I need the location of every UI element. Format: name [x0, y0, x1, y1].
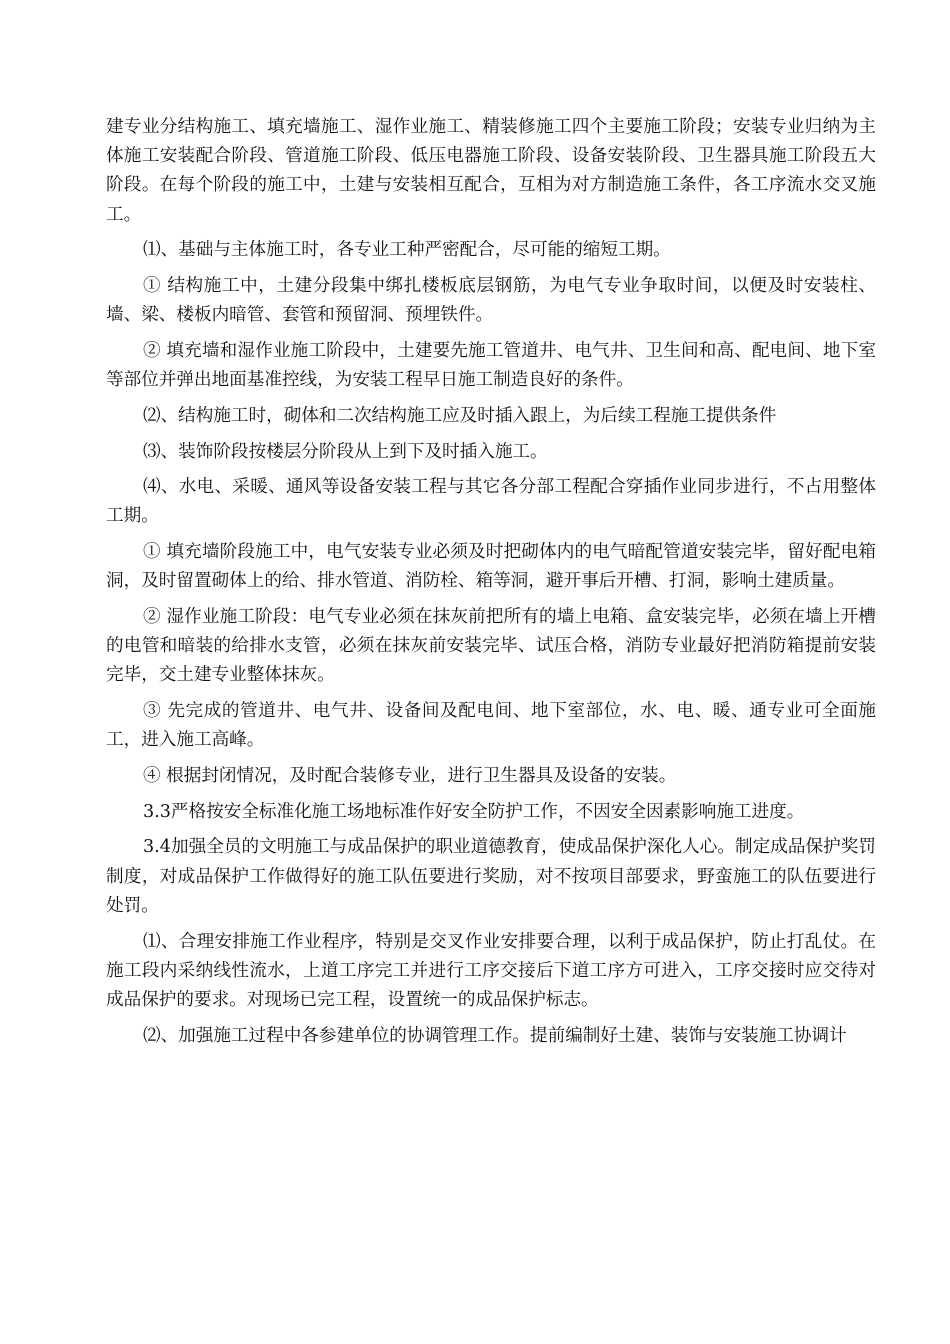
- paragraph-item-2c: ⑵、加强施工过程中各参建单位的协调管理工作。提前编制好土建、装饰与安装施工协调计: [142, 1025, 847, 1046]
- paragraph-subitem-1: ① 结构施工中，土建分段集中绑扎楼板底层钢筋，为电气专业争取时间，以便及时安装柱、墙、梁、楼板内暗管、套管和预留洞、预埋铁件。: [106, 276, 876, 326]
- paragraph-subitem-2b: ② 湿作业施工阶段：电气专业必须在抹灰前把所有的墙上电箱、盒安装完毕，必须在墙上开槽的电管和暗装的给排水支管，必须在抹灰前安装完毕、试压合格，消防专业最好把消防箱提前安装完毕，交土建专业整体抹灰。: [106, 607, 876, 686]
- paragraph-subitem-2: ② 填充墙和湿作业施工阶段中，土建要先施工管道井、电气井、卫生间和高、配电间、地下室等部位并弹出地面基准控线，为安装工程早日施工制造良好的条件。: [106, 340, 876, 391]
- paragraph-subitem-1b: ① 填充墙阶段施工中，电气安装专业必须及时把砌体内的电气暗配管道安装完毕，留好配电箱洞，及时留置砌体上的给、排水管道、消防栓、箱等洞，避开事后开槽、打洞，影响土建质量。: [106, 542, 876, 592]
- paragraph-item-3: ⑶、装饰阶段按楼层分阶段从上到下及时插入施工。: [142, 441, 548, 462]
- paragraph-continuation: 建专业分结构施工、填充墙施工、湿作业施工、精装修施工四个主要施工阶段；安装专业归纳为主体施工安装配合阶段、管道施工阶段、低压电器施工阶段、设备安装阶段、卫生器具施工阶段五大阶段。在每个阶段的施工中，土建与安装相互配合，互相为对方制造施工条件，各工序流水交叉施工。: [106, 117, 876, 225]
- paragraph-section-3-4: 3.4加强全员的文明施工与成品保护的职业道德教育，使成品保护深化人心。制定成品保护奖罚制度，对成品保护工作做得好的施工队伍要进行奖励，对不按项目部要求，野蛮施工的队伍要进行处罚。: [106, 837, 876, 916]
- paragraph-section-3-3: 3.3严格按安全标准化施工场地标准作好安全防护工作，不因安全因素影响施工进度。: [142, 801, 805, 822]
- paragraph-item-1: ⑴、基础与主体施工时，各专业工种严密配合，尽可能的缩短工期。: [142, 240, 671, 261]
- document-page: [106, 113, 876, 1051]
- paragraph-item-1c: ⑴、合理安排施工作业程序，特别是交叉作业安排要合理，以利于成品保护，防止打乱仗。在施工段内采纳线性流水，上道工序完工并进行工序交接后下道工序方可进入，工序交接时应交待对成品保护的要求。对现场已完工程，设置统一的成品保护标志。: [106, 931, 876, 1010]
- paragraph-subitem-3b: ③ 先完成的管道井、电气井、设备间及配电间、地下室部位，水、电、暖、通专业可全面施工，进入施工高峰。: [106, 701, 876, 751]
- paragraph-subitem-4b: ④ 根据封闭情况，及时配合装修专业，进行卫生器具及设备的安装。: [142, 766, 677, 787]
- paragraph-item-2: ⑵、结构施工时，砌体和二次结构施工应及时插入跟上，为后续工程施工提供条件: [142, 405, 777, 426]
- paragraph-item-4: ⑷、水电、采暖、通风等设备安装工程与其它各分部工程配合穿插作业同步进行，不占用整体工期。: [106, 477, 876, 527]
